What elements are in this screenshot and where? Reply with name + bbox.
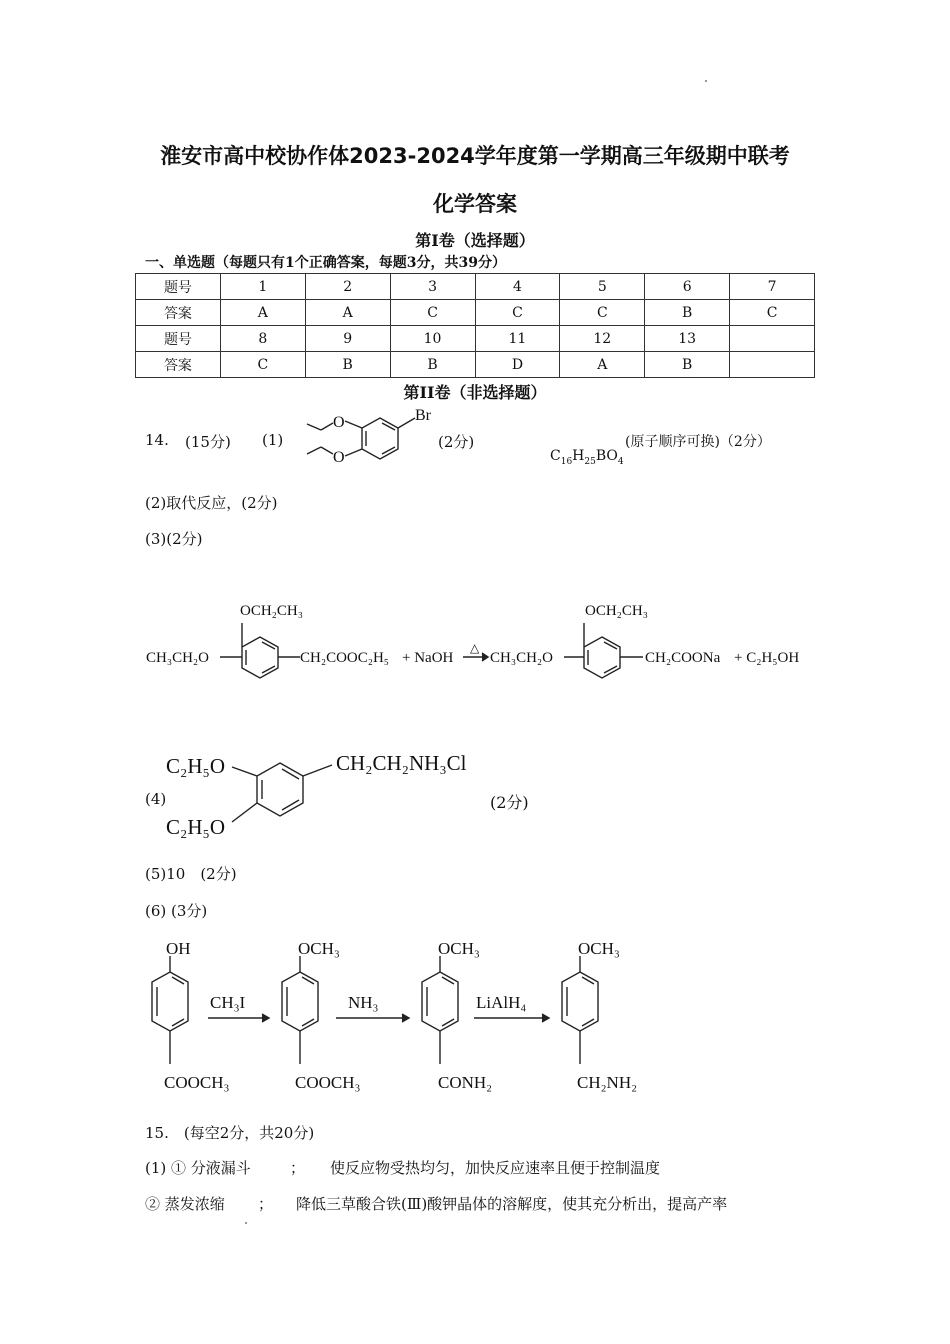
q15-line2-b: 降低三草酸合铁(Ⅲ)酸钾晶体的溶解度，使其充分析出，提高产率 [296,1195,728,1213]
r3-plus1: + NaOH [402,650,454,666]
r1: CH₃I [210,993,246,1012]
s1-top: OH [166,939,191,958]
answer-table-cell: 4 [475,274,560,300]
answer-table-cell: C [730,300,815,326]
page-title: 淮安市高中校协作体2023-2024学年度第一学期高三年级期中联考 [160,144,790,168]
answer-table-cell: B [645,352,730,378]
s4-bottom-route: CH₂NH₂ [577,1073,638,1092]
answer-table-cell: 6 [645,274,730,300]
q15-head: 15. (每空2分，共20分) [145,1124,315,1142]
q14-p6: (6) (3分) [145,902,208,920]
s3-top: OCH₃ [438,939,480,958]
struct1-br: Br [415,407,431,424]
formula [550,448,624,467]
r2: NH₃ [348,993,379,1012]
answer-table-cell: B [305,352,390,378]
answer-table-cell [730,326,815,352]
q14-p3: (3)(2分) [145,530,203,548]
s4-top: C₂H₅O [166,754,225,778]
formula-bo-sub: 4 [617,456,624,467]
struct1-o2: O [333,449,345,466]
r3-top-left: OCH₂CH₃ [240,603,303,619]
struct-4 [160,745,490,840]
answer-table-cell: B [390,352,475,378]
s4-bottom: C₂H₅O [166,815,225,839]
answer-table-cell: 13 [645,326,730,352]
formula-h-sub: 25 [584,456,596,467]
r3-left: CH₃CH₂O [146,650,209,666]
r3-heat: △ [470,641,480,655]
struct-diethoxy-bromobenzene [285,402,445,472]
formula-note: (原子顺序可换)（2分） [625,434,771,450]
answer-table-cell: C [390,300,475,326]
answer-table-cell: C [560,300,645,326]
answer-table-row [136,300,815,326]
struct1-o1: O [333,414,345,431]
q15-line2-a: ② 蒸发浓缩 [145,1195,225,1213]
answer-table-row [136,274,815,300]
r3-chain1: CH₂COOC₂H₅ [300,650,390,666]
answer-table-cell [730,352,815,378]
q14-p2: (2)取代反应，(2分) [145,494,278,512]
reaction-3-scheme [140,595,820,690]
r3-top-right: OCH₂CH₃ [585,603,648,619]
formula-c-sub: 16 [560,456,573,467]
answer-table-cell: 12 [560,326,645,352]
formula-bo: BO [595,448,618,464]
q14-p5: (5)10 (2分) [145,865,237,883]
formula-h: H [572,448,585,464]
answer-table [135,273,815,378]
q14-head: 14. [145,431,169,449]
section-title: 一、单选题（每题只有1个正确答案，每题3分，共39分） [145,255,506,271]
q15-line1-b: 使反应物受热均匀，加快反应速率且便于控制温度 [330,1159,661,1177]
answer-table-cell: 1 [220,274,305,300]
answer-table-cell: C [475,300,560,326]
r3-chain2: CH₂COONa [645,650,721,666]
synthesis-route-6 [140,932,680,1097]
s1-bottom: COOCH₃ [164,1073,230,1092]
q15-line1-a: (1) ① 分液漏斗 [145,1159,251,1177]
answer-table-cell: 2 [305,274,390,300]
q14-p4-label: (4) [145,790,167,808]
s2-bottom: COOCH₃ [295,1073,361,1092]
q14-p1-score: (2分) [438,433,475,451]
answer-table-cell: 答案 [136,352,221,378]
scan-dot-2 [245,1222,247,1224]
scan-dot [705,80,707,82]
r3-left2: CH₃CH₂O [490,650,553,666]
answer-table-cell: C [220,352,305,378]
s4-top-route: OCH₃ [578,939,620,958]
formula-c: C [550,448,561,464]
answer-table-cell: 5 [560,274,645,300]
answer-table-row [136,326,815,352]
answer-table-cell: D [475,352,560,378]
answer-table-row [136,352,815,378]
q15-line2-sep: ； [258,1195,274,1213]
answer-table-cell: 题号 [136,326,221,352]
q14-score: (15分) [185,433,231,451]
answer-table-cell: 3 [390,274,475,300]
q15-line1-sep: ； [290,1159,306,1177]
s3-bottom: CONH₂ [438,1073,493,1092]
q14-p1-label: (1) [262,431,284,449]
answer-table-cell: 10 [390,326,475,352]
answer-table-cell: A [220,300,305,326]
r3: LiAlH₄ [476,993,527,1012]
s2-top: OCH₃ [298,939,340,958]
answer-table-cell: 11 [475,326,560,352]
answer-table-cell: 答案 [136,300,221,326]
page-subtitle: 化学答案 [433,192,517,216]
part2-title: 第II卷（非选择题） [403,383,547,402]
answer-table-cell: 9 [305,326,390,352]
answer-table-cell: 7 [730,274,815,300]
answer-table-cell: A [305,300,390,326]
s4-chain: CH₂CH₂NH₃Cl [336,751,467,775]
answer-table-cell: A [560,352,645,378]
answer-table-cell: 8 [220,326,305,352]
part1-title: 第Ⅰ卷（选择题） [415,231,535,250]
q14-p4-score: (2分) [490,793,529,812]
r3-plus2: + C₂H₅OH [734,650,800,666]
answer-table-cell: 题号 [136,274,221,300]
answer-table-cell: B [645,300,730,326]
